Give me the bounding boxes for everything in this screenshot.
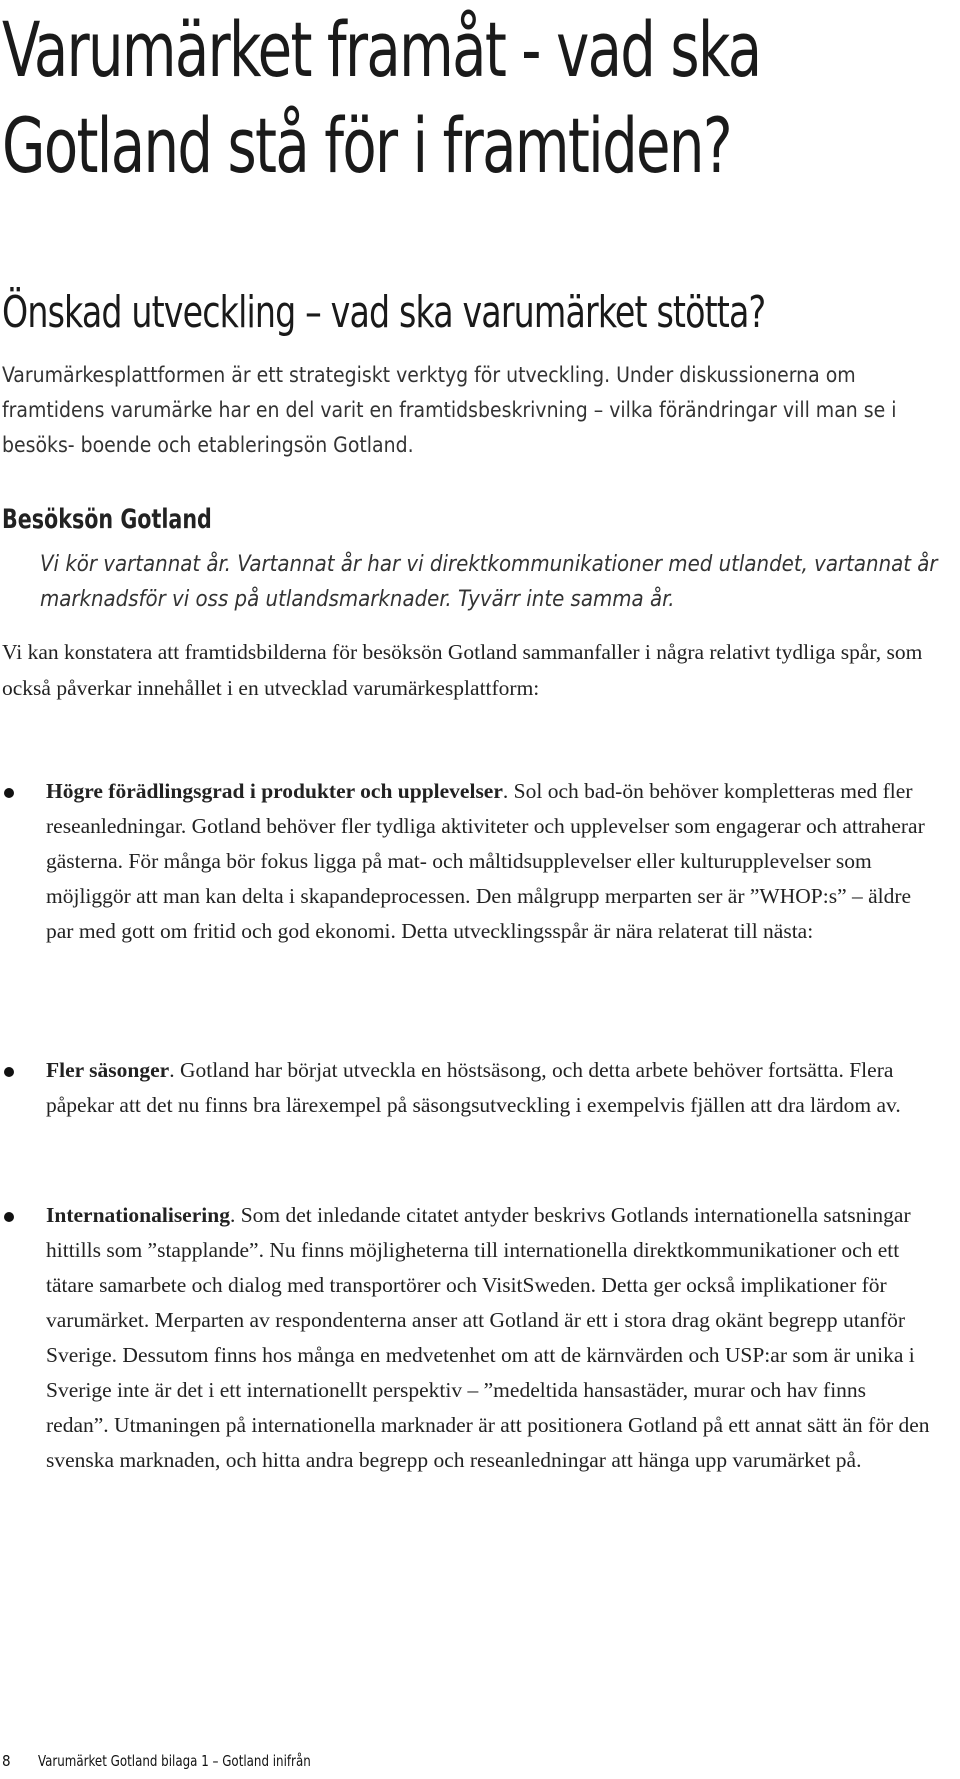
bullet-icon [4, 1067, 14, 1077]
list-item-lead: Internationalisering [46, 1203, 230, 1227]
page-title-line-2: Gotland stå för i framtiden? [2, 101, 731, 190]
intro-paragraph: Varumärkesplattformen är ett strategiskt verktyg för utveckling. Under diskussionerna om framtidens varumärke har en del varit en framtidsbeskrivning – vilka förändringar vill man se i besöks- boende och etableringsön Gotland. [2, 363, 897, 457]
quote: Vi kör vartannat år. Vartannat år har vi direktkommunikationer med utlandet, vartannat år marknadsför vi oss på utlandsmarknader. Tyvärr inte samma år. [40, 552, 938, 612]
list-item-body: . Sol och bad-ön behöver kompletteras med fler reseanledningar. Gotland behöver fler tydliga aktiviteter och upplevelser som engagerar och attraherar gästerna. För många bör fokus ligga på mat- och måltidsupplevelser eller kulturupplevelser som möjliggör att man kan delta i skapandeprocessen. Den målgrupp merparten ser är ”WHOP:s” – äldre par med gott om fritid och god ekonomi. Detta utvecklingsspår är nära relaterat till nästa: [46, 779, 925, 943]
page-title-line-1: Varumärket framåt - vad ska [2, 5, 761, 94]
list-item [2, 1053, 932, 1123]
subsection-heading: Besöksön Gotland [2, 504, 212, 535]
footer-title: Varumärket Gotland bilaga 1 – Gotland inifrån [38, 1752, 311, 1770]
page-footer [2, 1751, 942, 1771]
list-item-body: . Som det inledande citatet antyder beskrivs Gotlands internationella satsningar hittills som ”stapplande”. Nu finns möjligheterna till internationella direktkommunikationer och ett tätare samarbete och dialog med transportörer och VisitSweden. Detta ger också implikationer för varumärket. Merparten av respondenterna anser att Gotland är ett i stora drag okänt begrepp utanför Sverige. Dessutom finns hos många en medvetenhet om att de kärnvärden och USP:ar som är unika i Sverige inte är det i ett internationellt perspektiv – ”medeltida hansastäder, murar och hav finns redan”. Utmaningen på internationella marknader är att positionera Gotland på ett annat sätt än för den svenska marknaden, och hitta andra begrepp och reseanledningar att hänga upp varumärket på. [46, 1203, 930, 1472]
body-paragraph: Vi kan konstatera att framtidsbilderna för besöksön Gotland sammanfaller i några relativt tydliga spår, som också påverkar innehållet i en utvecklad varumärkesplattform: [2, 640, 923, 700]
bullet-icon [4, 788, 14, 798]
list-item [2, 774, 932, 949]
list-item-text [46, 774, 932, 949]
list-item-text [46, 1053, 932, 1123]
list-item-body: . Gotland har börjat utveckla en höstsäsong, och detta arbete behöver fortsätta. Flera påpekar att det nu finns bra lärexempel på säsongsutveckling i exempelvis fjällen att dra lärdom av. [46, 1058, 901, 1117]
list-item-text [46, 1198, 932, 1478]
section-title: Önskad utveckling – vad ska varumärket stötta? [2, 287, 766, 338]
bullet-icon [4, 1212, 14, 1222]
list-item-lead: Högre förädlingsgrad i produkter och upplevelser [46, 779, 503, 803]
list-item-lead: Fler säsonger [46, 1058, 170, 1082]
list-item [2, 1198, 932, 1478]
page-number: 8 [2, 1752, 11, 1770]
page-title [2, 2, 773, 194]
